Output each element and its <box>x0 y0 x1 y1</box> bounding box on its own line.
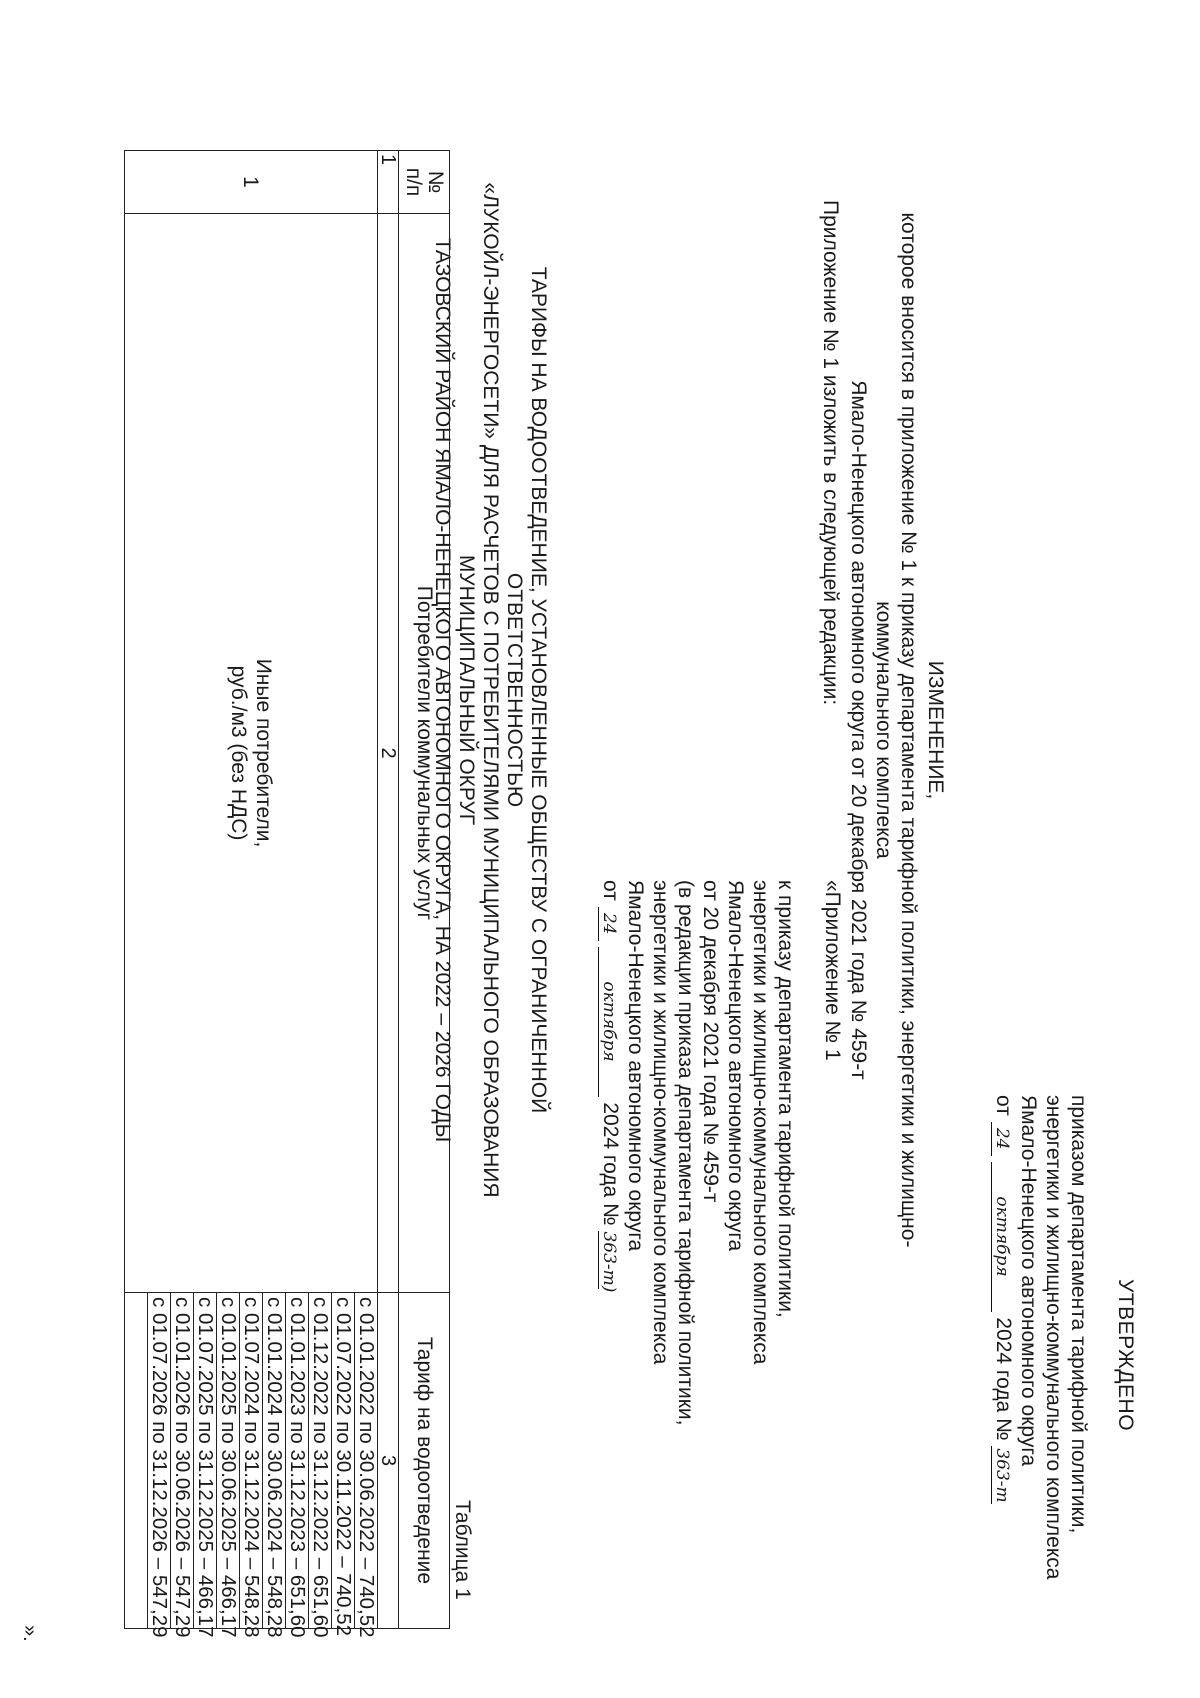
tariff-table <box>124 150 450 1638</box>
tariff-title-line: «ЛУКОЙЛ-ЭНЕРГОСЕТИ» ДЛЯ РАСЧЕТОВ С ПОТРЕБИТЕЛЯМИ МУНИЦИПАЛЬНОГО ОБРАЗОВАНИЯ МУНИЦИПАЛЬНЫЙ ОКРУГ <box>455 182 502 1198</box>
tariff-period: с 01.01.2022 по 30.06.2022 – 740,52 <box>354 1293 377 1628</box>
handwritten-month: октября <box>598 947 619 1097</box>
handwritten-order-number: 363-т <box>992 1448 1012 1503</box>
statement-text: Приложение № 1 изложить в следующей редакции: <box>819 200 842 706</box>
appendix-line: энергетики и жилищно-коммунального комплекса <box>649 880 672 1365</box>
date-year-text: 2024 года № <box>599 1102 622 1226</box>
approval-line: приказом департамента тарифной политики, <box>1067 1095 1090 1534</box>
date-prefix: от <box>599 880 622 901</box>
approval-block <box>991 1095 1138 1615</box>
table-header-row <box>399 151 450 1629</box>
change-line: Ямало-Ненецкого автономного округа от 20 декабря 2021 года № 459-т <box>847 380 870 1080</box>
change-line: которое вносится в приложение № 1 к приказу департамента тарифной политики, энергетики и жилищно-коммунального комплекса <box>872 212 920 1248</box>
column-number: 2 <box>378 214 399 1293</box>
change-title: ИЗМЕНЕНИЕ, <box>924 660 947 800</box>
closing-quote: ». <box>19 1625 41 1642</box>
appendix-line: от 20 декабря 2021 года № 459-т <box>699 880 722 1203</box>
handwritten-order-number: 363-т) <box>599 1231 619 1293</box>
approval-line: энергетики и жилищно-коммунального комплекса <box>1042 1095 1065 1580</box>
tariff-title-line: ТАЗОВСКИЙ РАЙОН ЯМАЛО-НЕНЕЦКОГО АВТОНОМНОГО ОКРУГА, НА 2022 – 2026 ГОДЫ <box>431 237 454 1143</box>
appendix-line: энергетики и жилищно-коммунального комплекса <box>749 880 772 1365</box>
tariff-period: с 01.07.2026 по 31.12.2026 – 547,29 <box>147 1293 170 1628</box>
tariff-period: с 01.07.2025 по 31.12.2025 – 466,17 <box>193 1293 216 1628</box>
handwritten-month: октября <box>991 1162 1012 1312</box>
appendix-label: «Приложение № 1 <box>821 880 844 1061</box>
column-number: 3 <box>378 1293 399 1629</box>
tariff-period: с 01.07.2024 по 31.12.2024 – 548,28 <box>239 1293 262 1628</box>
date-prefix: от <box>992 1095 1015 1116</box>
header-tariff: Тариф на водоотведение <box>399 1293 450 1629</box>
tariff-title-line: ТАРИФЫ НА ВОДООТВЕДЕНИЕ, УСТАНОВЛЕННЫЕ ОБЩЕСТВУ С ОГРАНИЧЕННОЙ ОТВЕТСТВЕННОСТЬЮ <box>503 266 550 1114</box>
appendix-line: Ямало-Ненецкого автономного округа <box>624 880 647 1252</box>
column-number: 1 <box>378 151 399 214</box>
tariff-period: с 01.01.2025 по 30.06.2025 – 466,17 <box>216 1293 239 1628</box>
handwritten-day: 24 <box>598 907 619 941</box>
appendix-line: к приказу департамента тарифной политики, <box>774 880 797 1318</box>
appendix-block <box>598 880 845 1500</box>
table-label: Таблица 1 <box>451 1500 474 1600</box>
appendix-line: (в редакции приказа департамента тарифной политики, <box>674 880 697 1426</box>
row-number: 1 <box>125 151 378 214</box>
tariff-period-blank <box>125 1293 147 1628</box>
approval-date-line <box>991 1095 1016 1615</box>
tariff-period: с 01.01.2024 по 30.06.2024 – 548,28 <box>262 1293 285 1628</box>
tariff-periods-cell <box>125 1293 378 1638</box>
tariff-period: с 01.01.2026 по 30.06.2026 – 547,29 <box>170 1293 193 1628</box>
change-heading-block <box>846 140 948 1320</box>
appendix-date-line <box>598 880 623 1500</box>
tariff-period: с 01.12.2022 по 31.12.2022 – 651,60 <box>308 1293 331 1628</box>
consumer-line: руб./м3 (без НДС) <box>227 665 250 841</box>
approval-line: Ямало-Ненецкого автономного округа <box>1017 1095 1040 1467</box>
tariff-period: с 01.07.2022 по 30.11.2022 – 740,52 <box>331 1293 354 1628</box>
consumer-cell <box>125 214 378 1293</box>
table-row <box>125 151 378 1629</box>
column-number-row <box>378 151 399 1629</box>
approval-heading: УТВЕРЖДЕНО <box>1114 1278 1137 1432</box>
date-year-text: 2024 года № <box>992 1317 1015 1441</box>
consumer-line: Иные потребители, <box>252 658 275 848</box>
appendix-line: Ямало-Ненецкого автономного округа <box>724 880 747 1252</box>
header-row-number: № п/п <box>399 151 450 214</box>
header-consumers: Потребители коммунальных услуг <box>399 214 450 1293</box>
handwritten-day: 24 <box>991 1122 1012 1156</box>
tariff-period: с 01.01.2023 по 31.12.2023 – 651,60 <box>285 1293 308 1628</box>
